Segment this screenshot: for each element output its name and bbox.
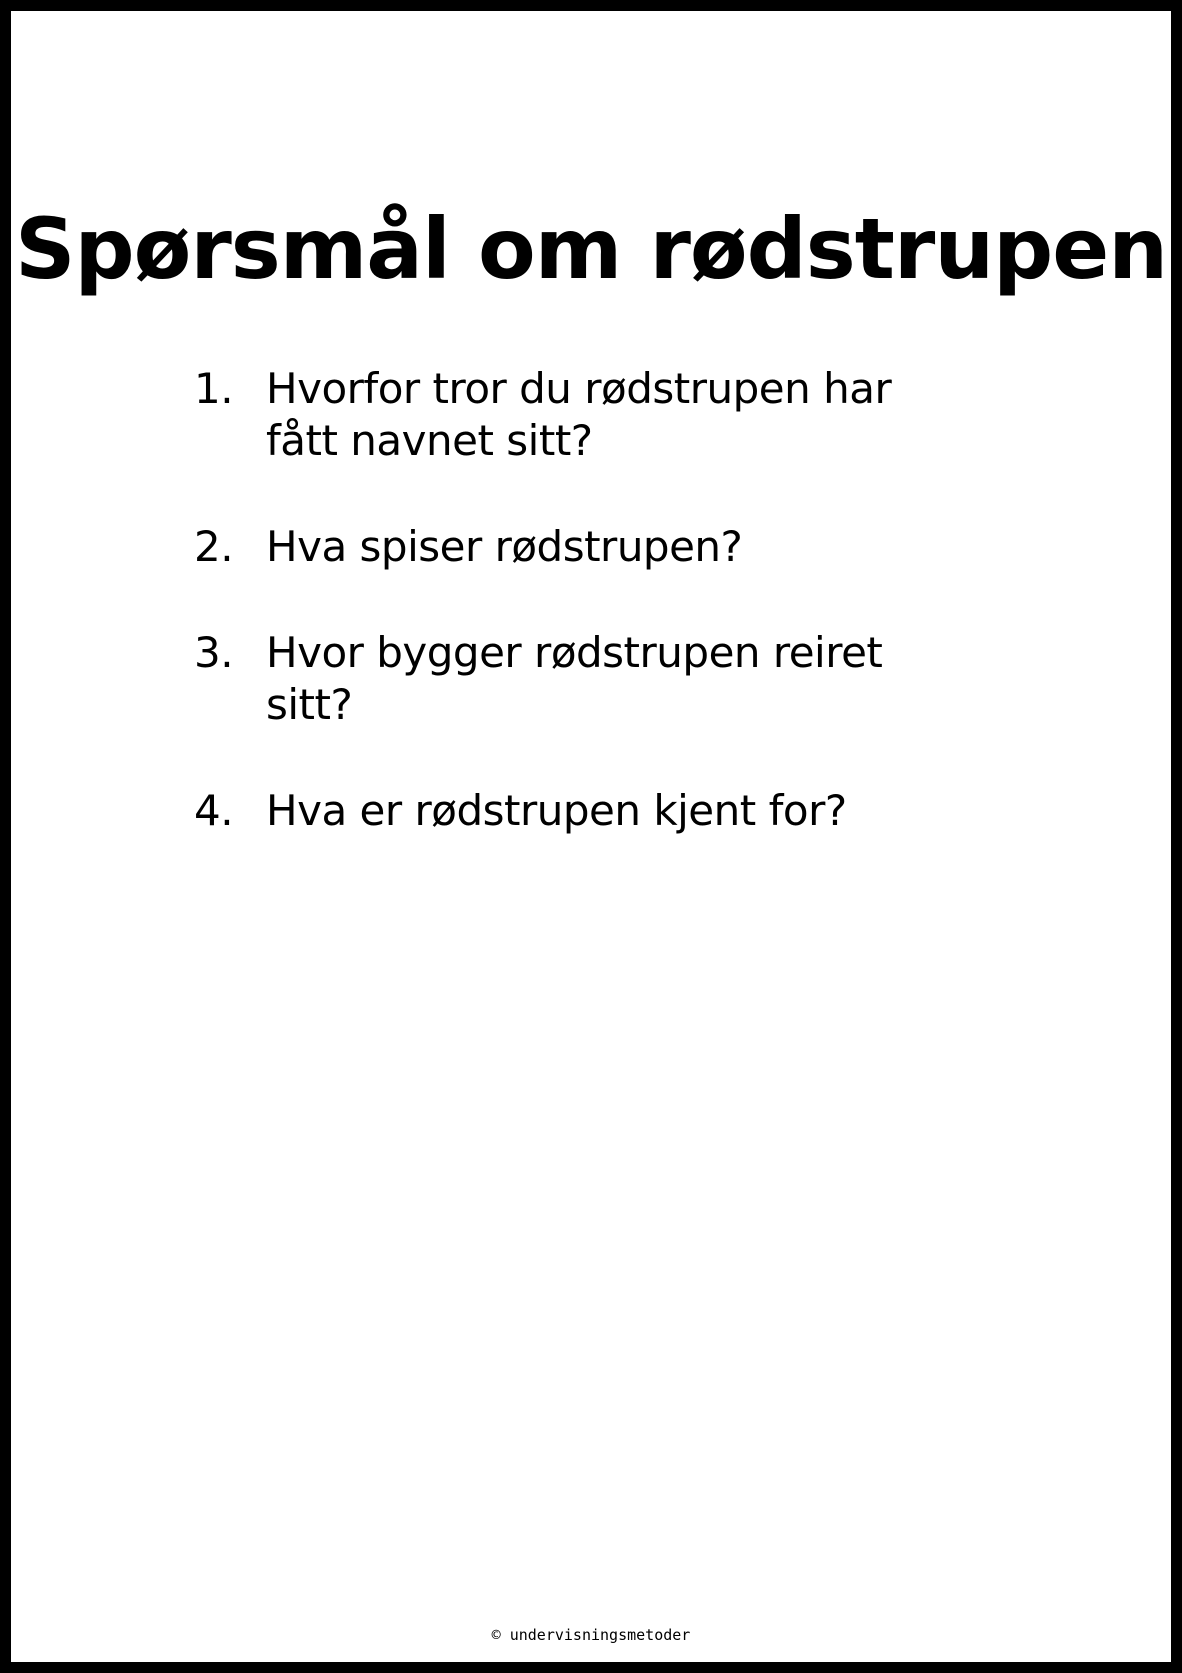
question-number: 1. [194,364,234,413]
page-title: Spørsmål om rødstrupen [14,200,1168,298]
question-number: 4. [194,786,234,835]
question-number: 2. [194,522,234,571]
question-item [194,363,1054,467]
question-list [194,363,1054,891]
question-text: Hva er rødstrupen kjent for? [266,786,847,835]
question-text: Hvorfor tror du rødstrupen har fått navnet sitt? [266,364,892,465]
question-item [194,785,1054,837]
question-number: 3. [194,628,234,677]
question-item [194,521,1054,573]
copyright-footer: © undervisningsmetoder [491,1626,691,1644]
question-text: Hvor bygger rødstrupen reiret sitt? [266,628,883,729]
question-item [194,627,1054,731]
question-text: Hva spiser rødstrupen? [266,522,743,571]
